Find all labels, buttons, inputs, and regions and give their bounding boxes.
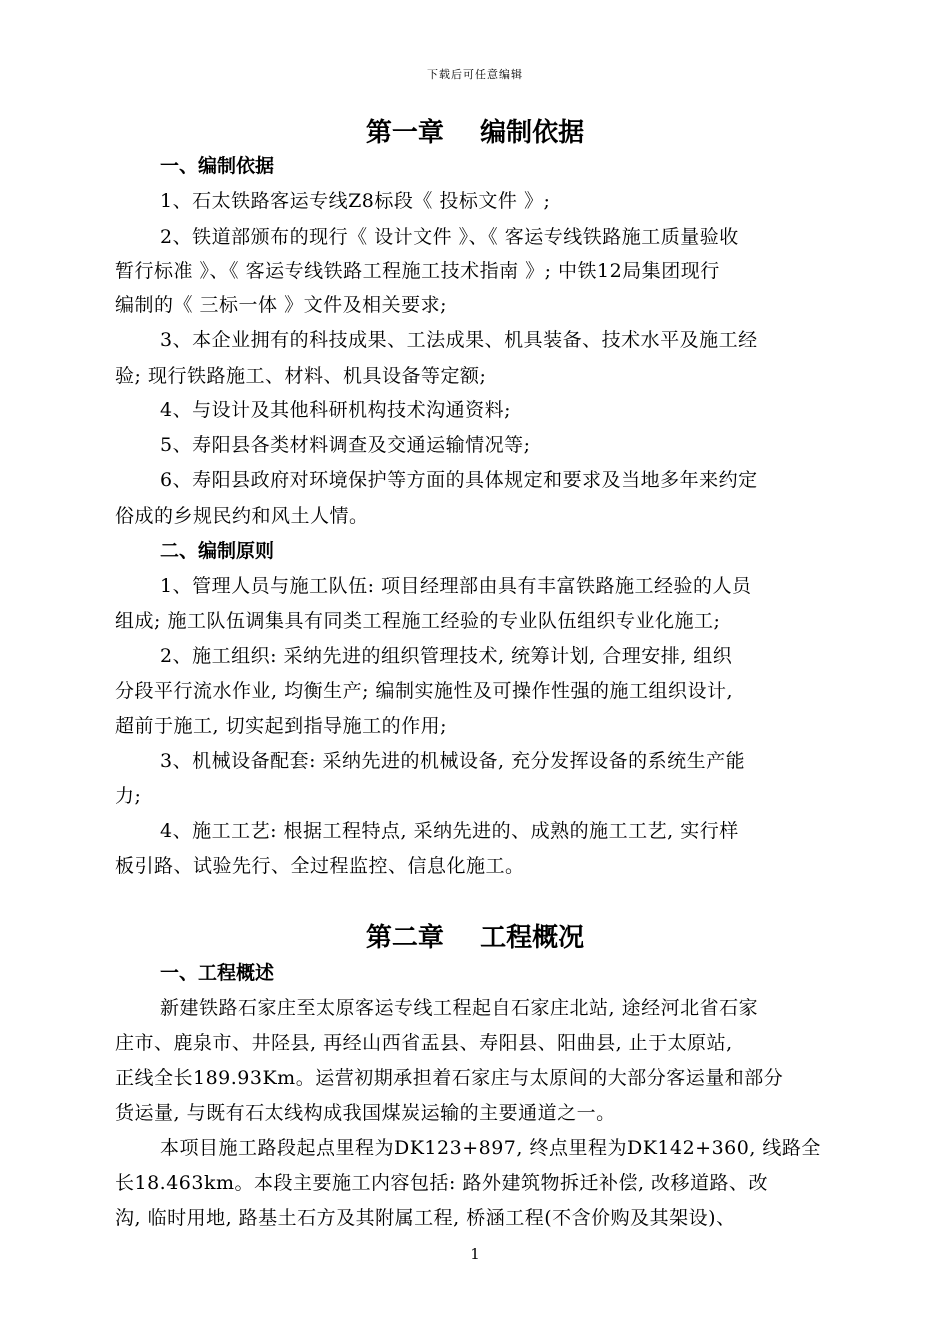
paragraph-line: 本项目施工路段起点里程为DK123+897, 终点里程为DK142+360, 线路全 [160, 1137, 821, 1159]
paragraph-line: 沟, 临时用地, 路基土石方及其附属工程, 桥涵工程(不含价购及其架设)、 [115, 1207, 736, 1229]
paragraph-line: 组成; 施工队伍调集具有同类工程施工经验的专业队伍组织专业化施工; [115, 610, 721, 632]
page-number: 1 [470, 1245, 480, 1263]
paragraph-line: 5、寿阳县各类材料调查及交通运输情况等; [160, 434, 531, 456]
paragraph-line: 4、与设计及其他科研机构技术沟通资料; [160, 399, 511, 421]
paragraph-line: 验; 现行铁路施工、材料、机具设备等定额; [115, 365, 487, 387]
chapter-2-title: 第二章 工程概况 [365, 923, 585, 953]
paragraph-line: 6、寿阳县政府对环境保护等方面的具体规定和要求及当地多年来约定 [160, 469, 758, 491]
paragraph-line: 力; [115, 785, 142, 807]
paragraph-line: 分段平行流水作业, 均衡生产; 编制实施性及可操作性强的施工组织设计, [115, 680, 734, 702]
paragraph-line: 2、铁道部颁布的现行《 设计文件 》、《 客运专线铁路施工质量验收 [160, 226, 739, 248]
section-heading-principles: 二、编制原则 [160, 540, 275, 562]
chapter-1-title: 第一章 编制依据 [365, 118, 585, 148]
paragraph-line: 长18.463km。本段主要施工内容包括: 路外建筑物拆迁补偿, 改移道路、改 [115, 1172, 769, 1194]
paragraph-line: 编制的《 三标一体 》文件及相关要求; [115, 294, 447, 316]
paragraph-line: 1、管理人员与施工队伍: 项目经理部由具有丰富铁路施工经验的人员 [160, 575, 752, 597]
section-heading-basis: 一、编制依据 [160, 155, 275, 177]
paragraph-line: 4、施工工艺: 根据工程特点, 采纳先进的、成熟的施工工艺, 实行样 [160, 820, 739, 842]
paragraph-line: 2、施工组织: 采纳先进的组织管理技术, 统筹计划, 合理安排, 组织 [160, 645, 733, 667]
header-note: 下载后可任意编辑 [427, 68, 523, 81]
paragraph-line: 3、本企业拥有的科技成果、工法成果、机具装备、技术水平及施工经 [160, 329, 758, 351]
paragraph-line: 超前于施工, 切实起到指导施工的作用; [115, 715, 447, 737]
paragraph-line: 新建铁路石家庄至太原客运专线工程起自石家庄北站, 途经河北省石家 [160, 997, 759, 1019]
paragraph-line: 正线全长189.93Km。运营初期承担着石家庄与太原间的大部分客运量和部分 [115, 1067, 784, 1089]
paragraph-line: 货运量, 与既有石太线构成我国煤炭运输的主要通道之一。 [115, 1102, 616, 1124]
paragraph-line: 3、机械设备配套: 采纳先进的机械设备, 充分发挥设备的系统生产能 [160, 750, 746, 772]
paragraph-line: 板引路、试验先行、全过程监控、信息化施工。 [115, 855, 525, 877]
paragraph-line: 庄市、鹿泉市、井陉县, 再经山西省盂县、寿阳县、阳曲县, 止于太原站, [115, 1032, 733, 1054]
paragraph-line: 俗成的乡规民约和风土人情。 [115, 505, 369, 527]
paragraph-line: 暂行标准 》、《 客运专线铁路工程施工技术指南 》; 中铁12局集团现行 [115, 260, 720, 282]
section-heading-overview: 一、工程概述 [160, 962, 275, 984]
paragraph-line: 1、石太铁路客运专线Z8标段《 投标文件 》; [160, 190, 551, 212]
